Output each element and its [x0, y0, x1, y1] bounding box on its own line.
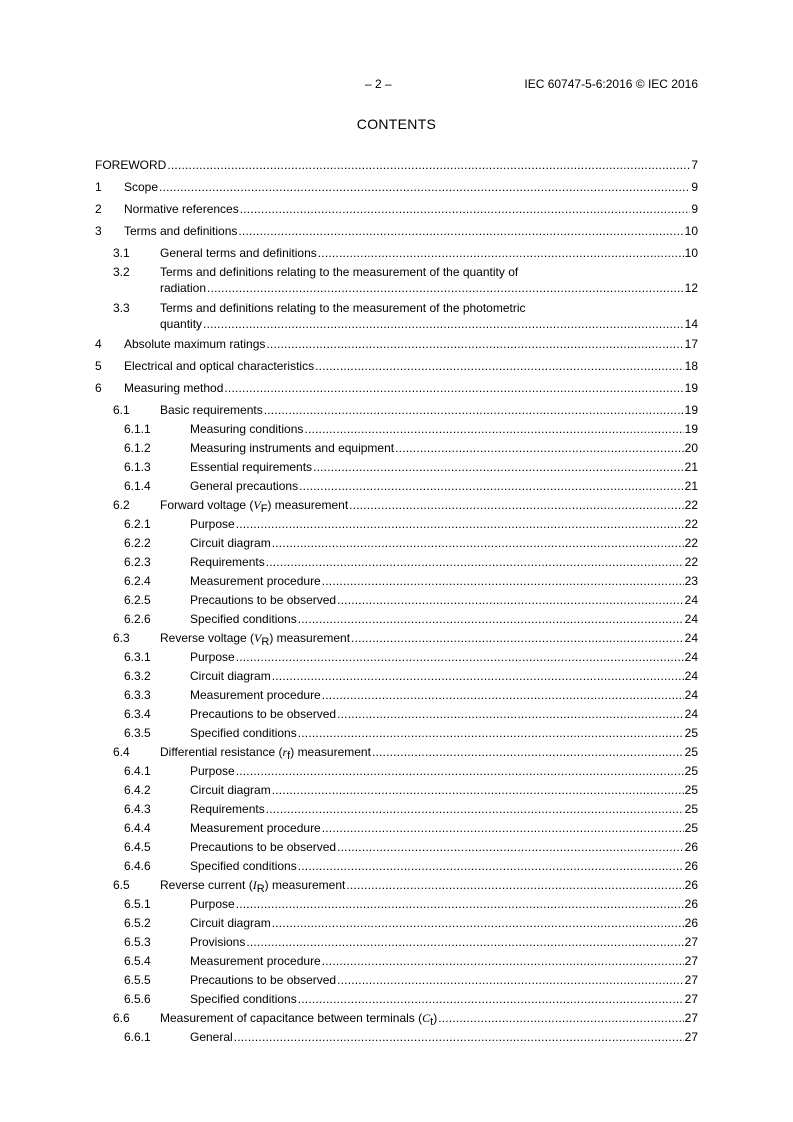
toc-entry-number: 6.1 — [113, 403, 130, 417]
toc-entry-number: 6.2.2 — [124, 536, 151, 550]
toc-entry-title: Measurement procedure — [190, 954, 321, 968]
toc-entry-page: 26 — [684, 840, 698, 854]
toc-entry-title: Purpose — [190, 517, 235, 531]
toc-entry-number: 3.1 — [113, 246, 130, 260]
toc-entry-number: 6.3.3 — [124, 688, 151, 702]
toc-entry-number: 6.5.2 — [124, 916, 151, 930]
toc-entry-title-end: ) measurement — [269, 631, 351, 645]
toc-entry[interactable] — [95, 460, 698, 479]
toc-entry-number: 6.3 — [113, 631, 130, 645]
contents-title: CONTENTS — [356, 116, 437, 132]
toc-entry-title-start: Forward voltage ( — [160, 498, 254, 512]
dot-leader — [236, 517, 684, 531]
dot-leader — [304, 422, 683, 436]
dot-leader — [298, 859, 684, 873]
toc-entry-page: 26 — [684, 916, 698, 930]
toc-entry-number: 6.5.4 — [124, 954, 151, 968]
toc-entry-number: 6.4.5 — [124, 840, 151, 854]
toc-entry-title: Circuit diagram — [190, 783, 271, 797]
toc-entry-number: 6.4.1 — [124, 764, 151, 778]
toc-entry-title: Absolute maximum ratings — [124, 337, 266, 351]
quantity-symbol-letter: V — [253, 498, 261, 512]
dot-leader — [337, 593, 684, 607]
toc-entry[interactable] — [95, 840, 698, 859]
toc-entry[interactable] — [95, 498, 698, 517]
toc-entry-page: 14 — [684, 317, 698, 331]
dot-leader — [395, 441, 684, 455]
toc-entry-title — [160, 745, 371, 760]
quantity-symbol-subscript: t — [430, 1016, 434, 1028]
toc-entry-title: Requirements — [190, 802, 265, 816]
toc-entry-title: Specified conditions — [190, 726, 297, 740]
toc-entry-title — [160, 1011, 437, 1026]
toc-entry-number: 6.4.2 — [124, 783, 151, 797]
toc-entry-page: 25 — [684, 802, 698, 816]
toc-entry[interactable] — [95, 381, 698, 400]
toc-entry-number: 2 — [95, 202, 102, 216]
toc-entry-page: 22 — [684, 555, 698, 569]
toc-entry-number: 6.5 — [113, 878, 130, 892]
quantity-symbol-letter: r — [282, 745, 288, 759]
toc-entry[interactable] — [95, 180, 698, 199]
toc-entry[interactable] — [95, 403, 698, 422]
dot-leader — [337, 840, 684, 854]
toc-entry[interactable] — [95, 536, 698, 555]
toc-entry-title: Circuit diagram — [190, 916, 271, 930]
quantity-symbol — [252, 878, 265, 895]
toc-entry-title-end: ) measurement — [290, 745, 371, 759]
toc-entry-number: 6.3.1 — [124, 650, 151, 664]
toc-entry[interactable] — [95, 337, 698, 356]
toc-entry[interactable] — [95, 992, 698, 1011]
toc-entry-page: 26 — [684, 897, 698, 911]
dot-leader — [236, 897, 684, 911]
toc-entry-title: Circuit diagram — [190, 669, 271, 683]
toc-entry-number: 6.6 — [113, 1011, 130, 1025]
dot-leader — [315, 359, 684, 373]
toc-entry-page: 23 — [684, 574, 698, 588]
toc-entry-page: 25 — [684, 726, 698, 740]
toc-entry-title: Terms and definitions — [124, 224, 238, 238]
toc-entry-title: Purpose — [190, 897, 235, 911]
quantity-symbol-letter: V — [254, 631, 262, 645]
toc-entry-page: 24 — [684, 707, 698, 721]
toc-entry-number: 6.4 — [113, 745, 130, 759]
dot-leader — [266, 802, 684, 816]
toc-entry-page: 22 — [684, 498, 698, 512]
quantity-symbol — [422, 1011, 434, 1028]
dot-leader — [372, 745, 684, 759]
toc-entry-title — [160, 631, 350, 646]
dot-leader — [346, 878, 683, 892]
toc-entry-page: 19 — [684, 422, 698, 436]
toc-entry[interactable] — [95, 688, 698, 707]
quantity-symbol — [253, 498, 268, 515]
toc-entry-number: 1 — [95, 180, 102, 194]
toc-entry-number: 6.1.3 — [124, 460, 151, 474]
toc-entry-page: 22 — [684, 517, 698, 531]
toc-entry-title: Specified conditions — [190, 859, 297, 873]
toc-entry[interactable] — [95, 422, 698, 441]
toc-entry-number: 6.2 — [113, 498, 130, 512]
toc-entry-page: 25 — [684, 783, 698, 797]
toc-entry-title: Normative references — [124, 202, 239, 216]
toc-entry[interactable] — [95, 202, 698, 221]
toc-entry[interactable] — [95, 916, 698, 935]
dot-leader — [203, 317, 684, 331]
toc-entry[interactable] — [95, 1030, 698, 1049]
toc-entry-number: 6.4.4 — [124, 821, 151, 835]
dot-leader — [438, 1011, 683, 1025]
toc-entry[interactable] — [95, 359, 698, 378]
toc-entry-number: 6.2.3 — [124, 555, 151, 569]
quantity-symbol-subscript: R — [261, 636, 270, 648]
toc-entry-title: Essential requirements — [190, 460, 313, 474]
toc-entry[interactable] — [95, 783, 698, 802]
toc-entry[interactable] — [95, 574, 698, 593]
dot-leader — [207, 281, 684, 295]
dot-leader — [299, 479, 684, 493]
document-reference: IEC 60747-5-6:2016 © IEC 2016 — [524, 77, 698, 91]
dot-leader — [337, 707, 684, 721]
dot-leader — [238, 224, 683, 238]
toc-entry-page: 21 — [684, 460, 698, 474]
quantity-symbol-subscript: R — [256, 883, 265, 895]
toc-entry[interactable] — [95, 631, 698, 650]
toc-entry-page: 26 — [684, 878, 698, 892]
toc-entry[interactable] — [95, 224, 698, 243]
quantity-symbol-letter: C — [422, 1011, 431, 1025]
toc-entry-title: Measuring conditions — [190, 422, 304, 436]
toc-entry-number: 6.2.6 — [124, 612, 151, 626]
toc-entry-title: Provisions — [190, 935, 246, 949]
toc-entry-title: Precautions to be observed — [190, 593, 337, 607]
toc-entry-number: 6.1.2 — [124, 441, 151, 455]
toc-entry-title — [160, 498, 348, 513]
toc-entry-page: 27 — [684, 954, 698, 968]
toc-entry[interactable] — [95, 954, 698, 973]
toc-entry-page: 24 — [684, 631, 698, 645]
toc-entry-title: Measuring instruments and equipment — [190, 441, 395, 455]
toc-entry-title: Requirements — [190, 555, 265, 569]
toc-entry-page: 24 — [684, 612, 698, 626]
toc-entry-title: Specified conditions — [190, 612, 297, 626]
toc-entry[interactable] — [95, 265, 698, 301]
toc-entry-page: 27 — [684, 1011, 698, 1025]
toc-entry-title-start: Differential resistance ( — [160, 745, 283, 759]
toc-entry-number: 6.2.1 — [124, 517, 151, 531]
toc-entry-title: Measuring method — [124, 381, 224, 395]
table-of-contents — [95, 158, 698, 1049]
toc-entry[interactable] — [95, 479, 698, 498]
quantity-symbol-letter: I — [252, 878, 257, 892]
toc-entry-title-end: ) measurement — [267, 498, 349, 512]
toc-entry[interactable] — [95, 764, 698, 783]
toc-entry-number: 6.1.1 — [124, 422, 151, 436]
toc-entry-page: 10 — [684, 224, 698, 238]
toc-entry-title-start: Reverse current ( — [160, 878, 253, 892]
dot-leader — [298, 992, 684, 1006]
toc-entry-number: 6.3.2 — [124, 669, 151, 683]
toc-entry-number: 6.5.6 — [124, 992, 151, 1006]
dot-leader — [234, 1030, 684, 1044]
toc-entry[interactable] — [95, 878, 698, 897]
toc-entry-title: Circuit diagram — [190, 536, 271, 550]
toc-entry-number: 3 — [95, 224, 102, 238]
toc-entry-page: 24 — [684, 669, 698, 683]
dot-leader — [224, 381, 683, 395]
toc-entry[interactable] — [95, 301, 698, 337]
toc-entry-number: 6.5.1 — [124, 897, 151, 911]
dot-leader — [313, 460, 684, 474]
toc-entry[interactable] — [95, 593, 698, 612]
toc-entry-page: 24 — [684, 688, 698, 702]
toc-entry-number: 5 — [95, 359, 102, 373]
toc-entry-number: 6.3.5 — [124, 726, 151, 740]
dot-leader — [266, 555, 684, 569]
toc-entry-number: 6.4.6 — [124, 859, 151, 873]
toc-entry-number: 6.5.5 — [124, 973, 151, 987]
toc-entry-number: 3.2 — [113, 265, 130, 279]
toc-entry[interactable] — [95, 650, 698, 669]
toc-entry-title: Scope — [124, 180, 159, 194]
quantity-symbol-subscript: f — [287, 750, 291, 762]
toc-entry-page: 17 — [684, 337, 698, 351]
toc-entry-title: FOREWORD — [95, 158, 167, 172]
dot-leader — [318, 246, 684, 260]
toc-entry-number: 6.1.4 — [124, 479, 151, 493]
toc-entry[interactable] — [95, 821, 698, 840]
toc-entry-number: 6.3.4 — [124, 707, 151, 721]
toc-entry[interactable] — [95, 726, 698, 745]
toc-entry[interactable] — [95, 441, 698, 460]
toc-entry[interactable] — [95, 669, 698, 688]
toc-entry-page: 25 — [684, 764, 698, 778]
dot-leader — [236, 650, 684, 664]
toc-entry[interactable] — [95, 158, 698, 177]
dot-leader — [167, 158, 690, 172]
toc-entry[interactable] — [95, 745, 698, 764]
toc-entry-title: Terms and definitions relating to the measurement of the photometric — [160, 301, 526, 315]
toc-entry[interactable] — [95, 935, 698, 954]
toc-entry-page: 24 — [684, 593, 698, 607]
toc-entry-page: 7 — [691, 158, 698, 172]
dot-leader — [322, 688, 684, 702]
toc-entry-title: General — [190, 1030, 233, 1044]
toc-entry-title: Precautions to be observed — [190, 707, 337, 721]
toc-entry-title-continued: quantity — [160, 317, 203, 331]
toc-entry-number: 6.2.4 — [124, 574, 151, 588]
toc-entry-page: 26 — [684, 859, 698, 873]
toc-entry-page: 18 — [684, 359, 698, 373]
toc-entry-page: 12 — [684, 281, 698, 295]
dot-leader — [246, 935, 683, 949]
toc-entry-title: Purpose — [190, 764, 235, 778]
dot-leader — [351, 631, 684, 645]
toc-entry-page: 20 — [684, 441, 698, 455]
toc-entry-title-end: ) measurement — [264, 878, 346, 892]
toc-entry-title: Terms and definitions relating to the measurement of the quantity of — [160, 265, 519, 279]
toc-entry-number: 3.3 — [113, 301, 130, 315]
toc-entry-number: 6.5.3 — [124, 935, 151, 949]
toc-entry-title: Precautions to be observed — [190, 840, 337, 854]
dot-leader — [298, 612, 684, 626]
toc-entry[interactable] — [95, 859, 698, 878]
toc-entry-page: 19 — [684, 403, 698, 417]
toc-entry-title: Measurement procedure — [190, 821, 321, 835]
toc-entry-title — [160, 878, 345, 893]
dot-leader — [272, 783, 684, 797]
toc-entry-title-end: ) — [433, 1011, 438, 1025]
toc-entry-page: 27 — [684, 1030, 698, 1044]
quantity-symbol-subscript: F — [260, 503, 268, 515]
dot-leader — [272, 669, 684, 683]
dot-leader — [322, 821, 684, 835]
toc-entry-title: Measurement procedure — [190, 574, 321, 588]
toc-entry[interactable] — [95, 973, 698, 992]
dot-leader — [264, 403, 684, 417]
dot-leader — [236, 764, 684, 778]
toc-entry-number: 6.2.5 — [124, 593, 151, 607]
dot-leader — [337, 973, 684, 987]
toc-entry-page: 22 — [684, 536, 698, 550]
toc-entry[interactable] — [95, 246, 698, 265]
toc-entry-number: 6.6.1 — [124, 1030, 151, 1044]
dot-leader — [159, 180, 690, 194]
toc-entry-title: Measurement procedure — [190, 688, 321, 702]
dot-leader — [266, 337, 683, 351]
toc-entry-page: 27 — [684, 935, 698, 949]
toc-entry-number: 4 — [95, 337, 102, 351]
toc-entry[interactable] — [95, 897, 698, 916]
dot-leader — [322, 954, 684, 968]
toc-entry-page: 19 — [684, 381, 698, 395]
quantity-symbol — [254, 631, 270, 648]
toc-entry[interactable] — [95, 802, 698, 821]
toc-entry-title: General precautions — [190, 479, 299, 493]
toc-entry-title: Purpose — [190, 650, 235, 664]
dot-leader — [298, 726, 684, 740]
dot-leader — [272, 536, 684, 550]
toc-entry[interactable] — [95, 707, 698, 726]
toc-entry-page: 9 — [691, 202, 698, 216]
toc-entry[interactable] — [95, 517, 698, 536]
toc-entry[interactable] — [95, 555, 698, 574]
toc-entry-page: 10 — [684, 246, 698, 260]
toc-entry-page: 25 — [684, 745, 698, 759]
page-number: – 2 – — [365, 77, 392, 91]
toc-entry-title: Basic requirements — [160, 403, 263, 417]
toc-entry-page: 21 — [684, 479, 698, 493]
toc-entry[interactable] — [95, 1011, 698, 1030]
toc-entry[interactable] — [95, 612, 698, 631]
toc-entry-page: 24 — [684, 650, 698, 664]
toc-entry-title-start: Measurement of capacitance between terminals ( — [160, 1011, 423, 1025]
toc-entry-title: Precautions to be observed — [190, 973, 337, 987]
dot-leader — [322, 574, 684, 588]
toc-entry-page: 25 — [684, 821, 698, 835]
toc-entry-page: 9 — [691, 180, 698, 194]
toc-entry-page: 27 — [684, 992, 698, 1006]
dot-leader — [240, 202, 691, 216]
toc-entry-title-continued: radiation — [160, 281, 207, 295]
dot-leader — [272, 916, 684, 930]
toc-entry-title-start: Reverse voltage ( — [160, 631, 255, 645]
toc-entry-number: 6.4.3 — [124, 802, 151, 816]
toc-entry-number: 6 — [95, 381, 102, 395]
dot-leader — [349, 498, 683, 512]
toc-entry-title: General terms and definitions — [160, 246, 317, 260]
toc-entry-page: 27 — [684, 973, 698, 987]
toc-entry-title: Specified conditions — [190, 992, 297, 1006]
toc-entry-title: Electrical and optical characteristics — [124, 359, 315, 373]
